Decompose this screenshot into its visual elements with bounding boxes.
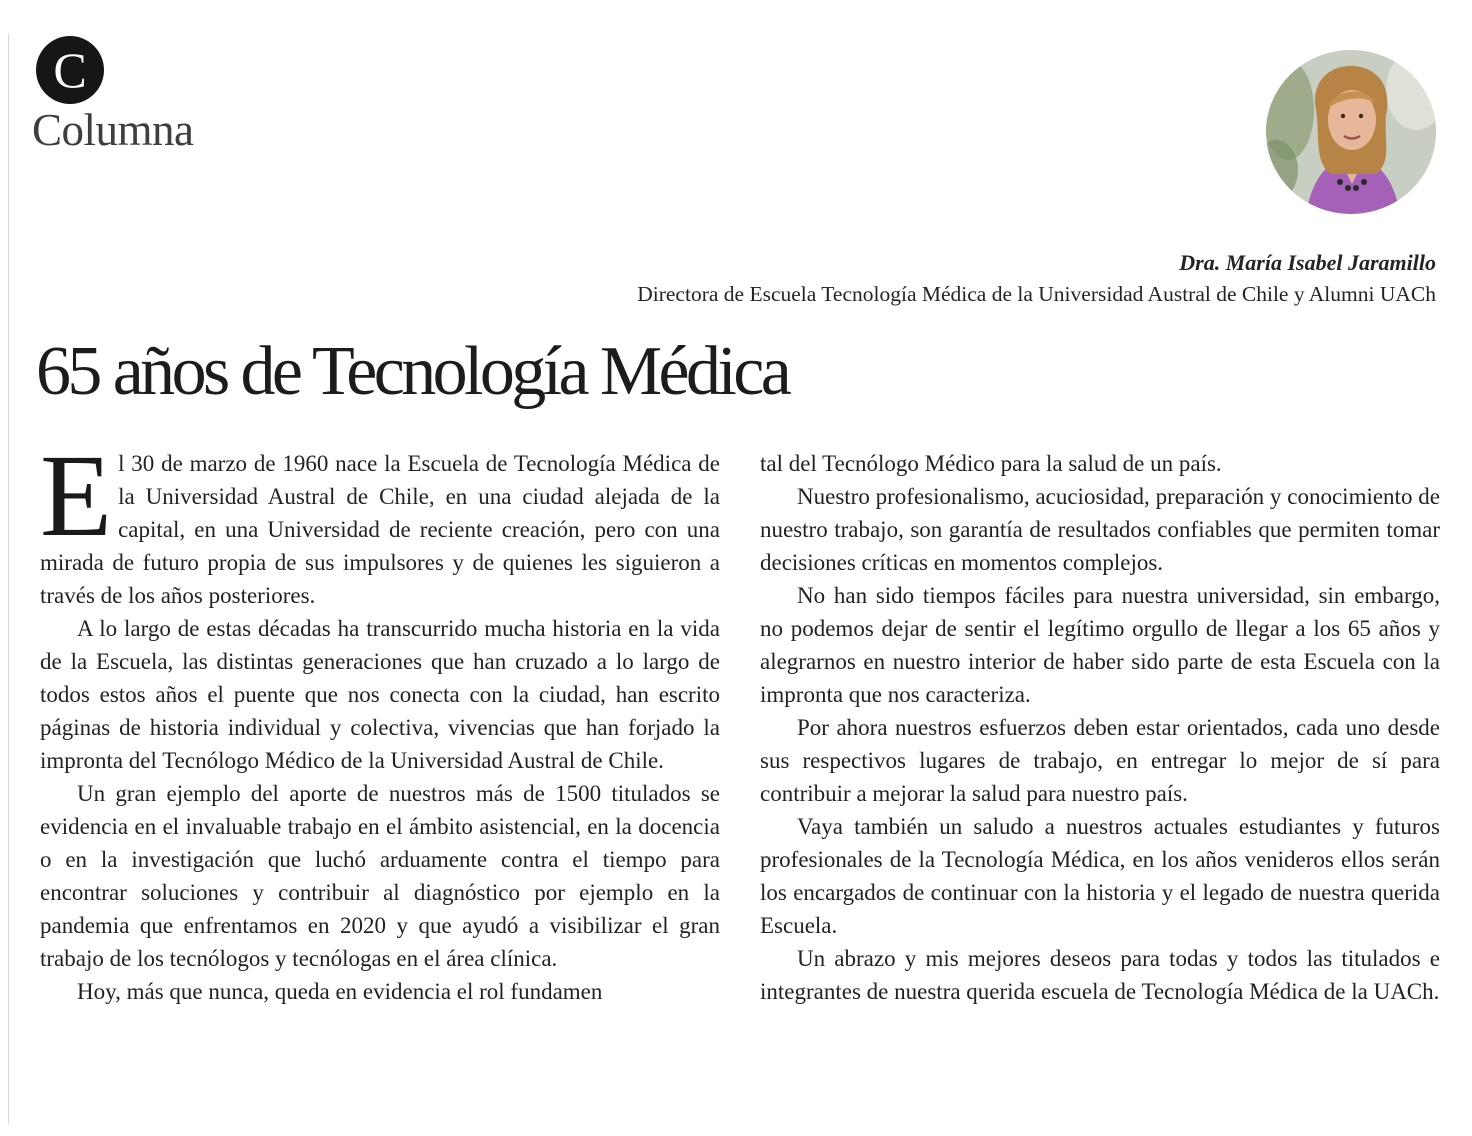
section-label: Columna	[32, 105, 194, 155]
article-paragraph-8: Vaya también un saludo a nuestros actuales estudiantes y futuros profesionales de la Tecnología Médica, en los años venideros ellos serán los encargados de continuar con la historia y el legado de nuestra querida Escuela.	[760, 814, 1440, 938]
author-photo-illustration	[1266, 50, 1436, 214]
article-paragraph-9: Un abrazo y mis mejores deseos para todas y todos las titulados e integrantes de nuestra querida escuela de Tecnología Médica de la UACh.	[760, 946, 1440, 1004]
author-name: Dra. María Isabel Jaramillo	[1179, 250, 1436, 275]
author-role: Directora de Escuela Tecnología Médica de la Universidad Austral de Chile y Alumni UACh	[637, 282, 1436, 306]
article-paragraph-7: Por ahora nuestros esfuerzos deben estar orientados, cada uno desde sus respectivos lugares de trabajo, en entregar lo mejor de sí para contribuir a mejorar la salud para nuestro país.	[760, 715, 1440, 806]
article-paragraph-5: Nuestro profesionalismo, acuciosidad, preparación y conocimiento de nuestro trabajo, son garantía de resultados confiables que permiten tomar decisiones críticas en momentos complejos.	[760, 484, 1440, 575]
section-badge	[36, 36, 104, 104]
headline: 65 años de Tecnología Médica	[36, 333, 789, 410]
article-paragraph-1	[40, 430, 720, 612]
section-badge-letter: C	[53, 42, 87, 98]
article-paragraph-1-text: l 30 de marzo de 1960 nace la Escuela de Tecnología Médica de la Universidad Austral de Chile, en una ciudad alejada de la capital, en una Universidad de reciente creación, pero con una mirada de futuro propia de sus impulsores y de quienes les siguieron a través de los años posteriores.	[40, 451, 720, 608]
author-photo	[1266, 50, 1436, 214]
article-paragraph-6: No han sido tiempos fáciles para nuestra universidad, sin embargo, no podemos dejar de sentir el legítimo orgullo de llegar a los 65 años y alegrarnos en nuestro interior de haber sido parte de esta Escuela con la impronta que nos caracteriza.	[760, 583, 1440, 707]
article-column-left	[40, 430, 720, 1008]
page-edge-line	[8, 34, 9, 1124]
article-paragraph-2: A lo largo de estas décadas ha transcurrido mucha historia en la vida de la Escuela, las distintas generaciones que han cruzado a lo largo de todos estos años el puente que nos conecta con la ciudad, han escrito páginas de historia individual y colectiva, vivencias que han forjado la impronta del Tecnólogo Médico de la Universidad Austral de Chile.	[40, 616, 720, 773]
drop-cap: E	[40, 430, 113, 561]
article-column-right	[760, 447, 1440, 1008]
article-paragraph-4-continued: tal del Tecnólogo Médico para la salud de un país.	[760, 451, 1222, 476]
article-paragraph-3: Un gran ejemplo del aporte de nuestros más de 1500 titulados se evidencia en el invaluable trabajo en el ámbito asistencial, en la docencia o en la investigación que luchó arduamente contra el tiempo para encontrar soluciones y contribuir al diagnóstico por ejemplo en la pandemia que enfrentamos en 2020 y que ayudó a visibilizar el gran trabajo de los tecnólogos y tecnólogas en el área clínica.	[40, 781, 720, 971]
article-paragraph-4-start: Hoy, más que nunca, queda en evidencia el rol fundamen	[77, 979, 603, 1004]
